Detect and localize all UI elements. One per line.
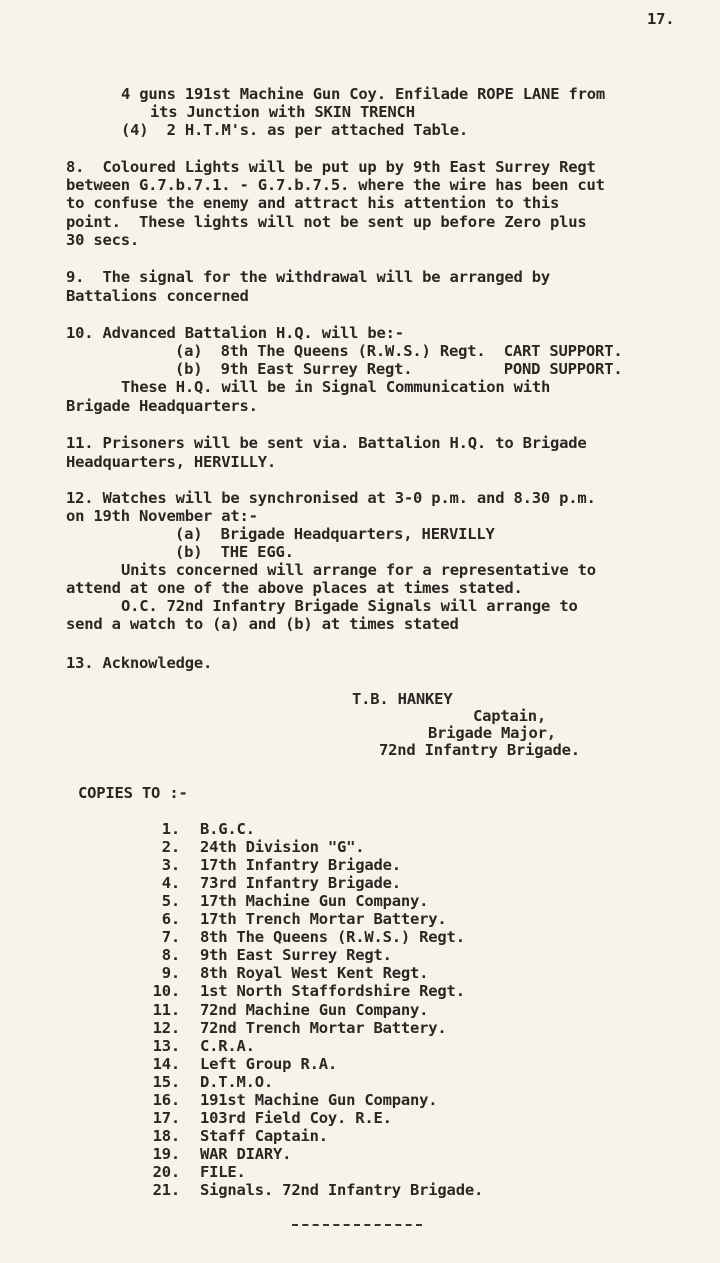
copy-recipient: 191st Machine Gun Company. xyxy=(200,1090,438,1109)
copy-number: 4. xyxy=(161,874,180,893)
paragraph-12-line: send a watch to (a) and (b) at times stated xyxy=(66,615,459,633)
copy-number: 20. xyxy=(152,1162,180,1181)
copy-recipient: 103rd Field Coy. R.E. xyxy=(200,1108,392,1127)
copy-number: 10. xyxy=(152,982,180,1001)
signature-name: T.B. HANKEY xyxy=(352,690,453,708)
text-line: 4 guns 191st Machine Gun Coy. Enfilade ROPE LANE from xyxy=(121,85,605,103)
paragraph-12-line: (b) THE EGG. xyxy=(175,543,294,561)
copy-number: 15. xyxy=(152,1072,180,1091)
page-number: 17. xyxy=(647,10,675,28)
paragraph-8-line: between G.7.b.7.1. - G.7.b.7.5. where the wire has been cut xyxy=(66,176,605,194)
end-separator xyxy=(292,1224,422,1226)
copies-heading: COPIES TO :- xyxy=(78,784,188,802)
paragraph-12-line: Units concerned will arrange for a representative to xyxy=(121,561,596,579)
copy-recipient: D.T.M.O. xyxy=(200,1072,274,1091)
copy-number: 19. xyxy=(152,1144,180,1163)
copy-number: 2. xyxy=(161,838,180,857)
signature-role: Brigade Major, xyxy=(428,724,556,742)
copy-number: 12. xyxy=(152,1018,180,1037)
copy-recipient: B.G.C. xyxy=(200,820,255,838)
text-line: (4) 2 H.T.M's. as per attached Table. xyxy=(121,121,469,139)
copy-number: 5. xyxy=(161,892,180,911)
copy-recipient: 8th The Queens (R.W.S.) Regt. xyxy=(200,928,465,947)
paragraph-8-line: to confuse the enemy and attract his attention to this xyxy=(66,194,560,212)
paragraph-13: 13. Acknowledge. xyxy=(66,654,213,672)
copy-number: 18. xyxy=(152,1126,180,1145)
paragraph-9-line: 9. The signal for the withdrawal will be arranged by xyxy=(66,268,550,286)
copy-recipient: 1st North Staffordshire Regt. xyxy=(200,982,465,1001)
paragraph-10-line: These H.Q. will be in Signal Communication with xyxy=(121,378,551,396)
paragraph-11-line: Headquarters, HERVILLY. xyxy=(66,453,277,471)
copy-number: 17. xyxy=(152,1108,180,1127)
copy-number: 3. xyxy=(161,856,180,875)
paragraph-12-line: (a) Brigade Headquarters, HERVILLY xyxy=(175,525,495,543)
copy-number: 1. xyxy=(161,820,180,838)
paragraph-9-line: Battalions concerned xyxy=(66,287,249,305)
paragraph-12-line: 12. Watches will be synchronised at 3-0 p.m. and 8.30 p.m. xyxy=(66,489,596,507)
copy-recipient: 17th Machine Gun Company. xyxy=(200,892,429,911)
copy-number: 11. xyxy=(152,1000,180,1019)
paragraph-10-line: (a) 8th The Queens (R.W.S.) Regt. CART SUPPORT. xyxy=(175,342,623,360)
copy-recipient: 9th East Surrey Regt. xyxy=(200,946,392,965)
paragraph-12-line: on 19th November at:- xyxy=(66,507,258,525)
signature-unit: 72nd Infantry Brigade. xyxy=(379,741,580,759)
copy-recipient: FILE. xyxy=(200,1162,246,1181)
paragraph-8-line: 8. Coloured Lights will be put up by 9th East Surrey Regt xyxy=(66,158,596,176)
copy-recipient: 24th Division "G". xyxy=(200,838,365,857)
copy-recipient: Staff Captain. xyxy=(200,1126,328,1145)
paragraph-10-line: (b) 9th East Surrey Regt. POND SUPPORT. xyxy=(175,360,623,378)
paragraph-10-line: 10. Advanced Battalion H.Q. will be:- xyxy=(66,324,404,342)
paragraph-11-line: 11. Prisoners will be sent via. Battalion H.Q. to Brigade xyxy=(66,434,587,452)
copy-number: 14. xyxy=(152,1054,180,1073)
copy-number: 21. xyxy=(152,1181,180,1199)
copy-number: 6. xyxy=(161,910,180,929)
copy-number: 7. xyxy=(161,928,180,947)
copy-recipient: 17th Infantry Brigade. xyxy=(200,856,401,875)
copy-recipient: C.R.A. xyxy=(200,1036,255,1055)
copy-number: 8. xyxy=(161,946,180,965)
text-line: its Junction with SKIN TRENCH xyxy=(150,103,415,121)
paragraph-12-line: O.C. 72nd Infantry Brigade Signals will arrange to xyxy=(121,597,578,615)
copy-recipient: 72nd Machine Gun Company. xyxy=(200,1000,429,1019)
copy-recipient: WAR DIARY. xyxy=(200,1144,292,1163)
copy-recipient: Left Group R.A. xyxy=(200,1054,337,1073)
copy-number: 9. xyxy=(161,964,180,983)
paragraph-12-line: attend at one of the above places at times stated. xyxy=(66,579,523,597)
copy-recipient: 72nd Trench Mortar Battery. xyxy=(200,1018,447,1037)
copy-recipient: Signals. 72nd Infantry Brigade. xyxy=(200,1181,484,1199)
copy-recipient: 73rd Infantry Brigade. xyxy=(200,874,401,893)
paragraph-8-line: point. These lights will not be sent up before Zero plus xyxy=(66,213,587,231)
copy-recipient: 17th Trench Mortar Battery. xyxy=(200,910,447,929)
copy-number: 13. xyxy=(152,1036,180,1055)
copy-number: 16. xyxy=(152,1090,180,1109)
paragraph-8-line: 30 secs. xyxy=(66,231,140,249)
paragraph-10-line: Brigade Headquarters. xyxy=(66,397,258,415)
copy-recipient: 8th Royal West Kent Regt. xyxy=(200,964,429,983)
signature-rank: Captain, xyxy=(473,707,547,725)
